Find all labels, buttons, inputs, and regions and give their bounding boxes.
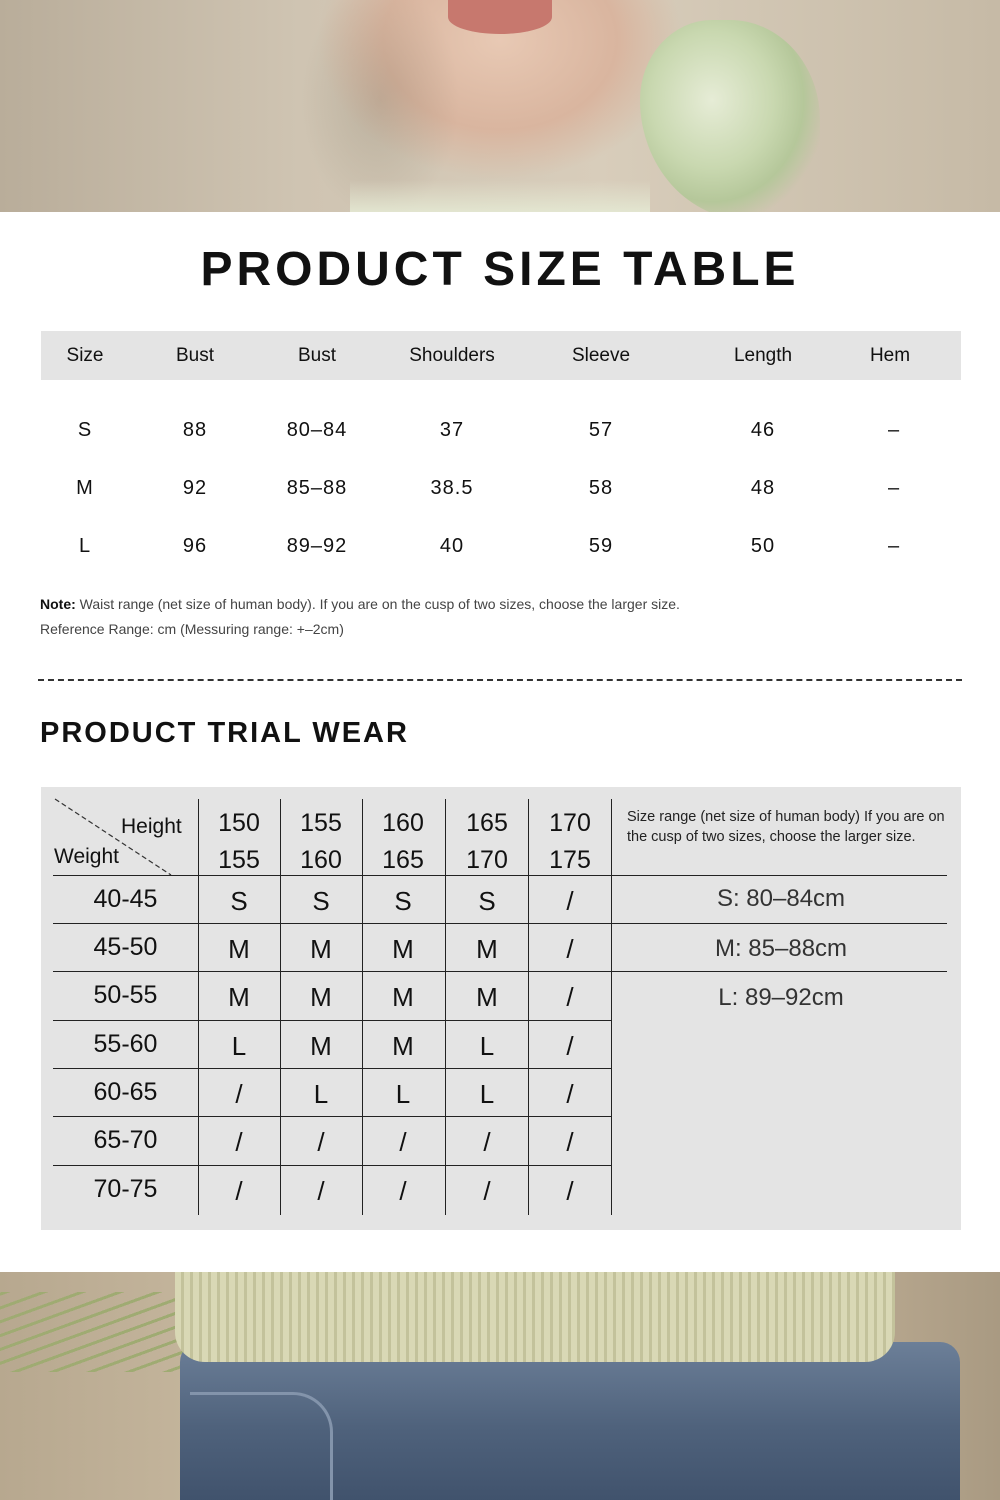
size-cell: L: [479, 1079, 495, 1109]
height-column: [363, 805, 443, 879]
row-sleeve: 57: [588, 419, 614, 441]
grid-line: [53, 875, 947, 876]
size-cell: /: [317, 1176, 325, 1206]
size-table-header: [41, 331, 961, 380]
size-cell: L: [313, 1079, 329, 1109]
size-cell: S: [230, 886, 248, 916]
size-cell: S: [394, 886, 412, 916]
row-shoulders: 40: [439, 535, 465, 557]
size-cell: L: [231, 1031, 247, 1061]
note-text: Waist range (net size of human body). If you are on the cusp of two sizes, choose the larger size.: [79, 596, 680, 612]
size-cell: M: [310, 934, 332, 964]
size-cell: /: [235, 1127, 243, 1157]
height-from: 170: [549, 809, 591, 837]
size-cell: /: [235, 1079, 243, 1109]
header-bust-range: Bust: [297, 345, 337, 366]
row-length: 48: [750, 477, 776, 499]
height-column: [529, 805, 611, 879]
height-to: 170: [466, 846, 508, 874]
height-to: 160: [300, 846, 342, 874]
size-cell: /: [235, 1176, 243, 1206]
row-length: 50: [750, 535, 776, 557]
size-cell: M: [310, 982, 332, 1012]
size-cell: M: [476, 934, 498, 964]
height-column: [281, 805, 361, 879]
row-hem: –: [887, 477, 901, 499]
size-cell: /: [566, 982, 574, 1012]
weight-label: 55-60: [93, 1030, 158, 1058]
row-size: M: [76, 477, 94, 499]
header-bust: Bust: [175, 345, 215, 366]
height-from: 150: [218, 809, 260, 837]
header-sleeve: Sleeve: [571, 345, 631, 366]
size-cell: /: [399, 1127, 407, 1157]
size-cell: S: [478, 886, 496, 916]
grid-line: [445, 799, 446, 1215]
grid-line: [611, 799, 612, 1215]
table-row: [41, 477, 961, 507]
grid-line: [198, 799, 199, 1215]
size-cell: /: [399, 1176, 407, 1206]
lips: [448, 0, 552, 34]
header-length: Length: [733, 345, 793, 366]
row-bust-range: 80–84: [286, 419, 348, 441]
row-bust: 96: [182, 535, 208, 557]
weight-label: 65-70: [93, 1126, 158, 1154]
row-size: S: [77, 419, 93, 441]
size-cell: /: [566, 1031, 574, 1061]
collar: [350, 180, 650, 212]
size-cell: /: [566, 934, 574, 964]
weight-label: 50-55: [93, 981, 158, 1009]
row-size: L: [78, 535, 92, 557]
height-to: 165: [382, 846, 424, 874]
height-to: 175: [549, 846, 591, 874]
header-size: Size: [66, 345, 104, 366]
size-panel: [0, 212, 1000, 1272]
grid-line: [280, 799, 281, 1215]
grid-line: [53, 971, 947, 972]
weight-label: 70-75: [93, 1175, 158, 1203]
weight-label: 40-45: [93, 885, 158, 913]
size-cell: S: [312, 886, 330, 916]
row-hem: –: [887, 535, 901, 557]
size-cell: /: [317, 1127, 325, 1157]
row-bust: 88: [182, 419, 208, 441]
height-column: [199, 805, 279, 879]
grid-line: [528, 799, 529, 1215]
size-cell: M: [310, 1031, 332, 1061]
row-bust-range: 85–88: [286, 477, 348, 499]
range-m: M: 85–88cm: [714, 935, 848, 962]
size-cell: L: [395, 1079, 411, 1109]
grid-line: [53, 923, 947, 924]
size-cell: L: [479, 1031, 495, 1061]
range-l: L: 89–92cm: [718, 984, 844, 1011]
range-s: S: 80–84cm: [716, 885, 846, 912]
size-cell: M: [392, 1031, 414, 1061]
height-from: 165: [466, 809, 508, 837]
trial-wear-table: [41, 787, 961, 1230]
size-cell: /: [566, 1079, 574, 1109]
size-cell: M: [392, 934, 414, 964]
note-label: Note:: [40, 596, 76, 612]
table-row: [41, 419, 961, 449]
corner-weight-label: Weight: [54, 845, 119, 868]
height-to: 155: [218, 846, 260, 874]
scarf: [640, 20, 820, 212]
section-title: PRODUCT TRIAL WEAR: [40, 717, 409, 749]
row-hem: –: [887, 419, 901, 441]
size-cell: /: [483, 1176, 491, 1206]
header-hem: Hem: [869, 345, 911, 366]
row-bust: 92: [182, 477, 208, 499]
size-cell: M: [228, 982, 250, 1012]
row-shoulders: 38.5: [430, 477, 474, 499]
size-cell: M: [228, 934, 250, 964]
size-cell: M: [392, 982, 414, 1012]
grid-line: [362, 799, 363, 1215]
row-length: 46: [750, 419, 776, 441]
reference-range: Reference Range: cm (Messuring range: +–2cm): [40, 621, 344, 637]
size-note: [40, 596, 680, 612]
size-cell: M: [476, 982, 498, 1012]
table-row: [41, 535, 961, 565]
size-cell: /: [483, 1127, 491, 1157]
weight-label: 60-65: [93, 1078, 158, 1106]
size-cell: /: [566, 1176, 574, 1206]
page-title: PRODUCT SIZE TABLE: [200, 243, 800, 296]
jeans-pocket: [190, 1392, 333, 1500]
height-column: [446, 805, 528, 879]
flower-stems: [0, 1292, 200, 1372]
size-cell: /: [566, 886, 574, 916]
size-cell: /: [566, 1127, 574, 1157]
header-shoulders: Shoulders: [409, 345, 495, 366]
size-range-note: Size range (net size of human body) If you are on the cusp of two sizes, choose the larger size.: [627, 809, 945, 845]
knit-hem: [175, 1272, 895, 1362]
row-shoulders: 37: [439, 419, 465, 441]
section-divider: [38, 679, 962, 681]
model-photo-top: [0, 0, 1000, 212]
model-photo-bottom: [0, 1272, 1000, 1500]
row-bust-range: 89–92: [286, 535, 348, 557]
height-from: 155: [300, 809, 342, 837]
weight-label: 45-50: [93, 933, 158, 961]
row-sleeve: 59: [588, 535, 614, 557]
row-sleeve: 58: [588, 477, 614, 499]
corner-height-label: Height: [121, 815, 182, 838]
height-from: 160: [382, 809, 424, 837]
